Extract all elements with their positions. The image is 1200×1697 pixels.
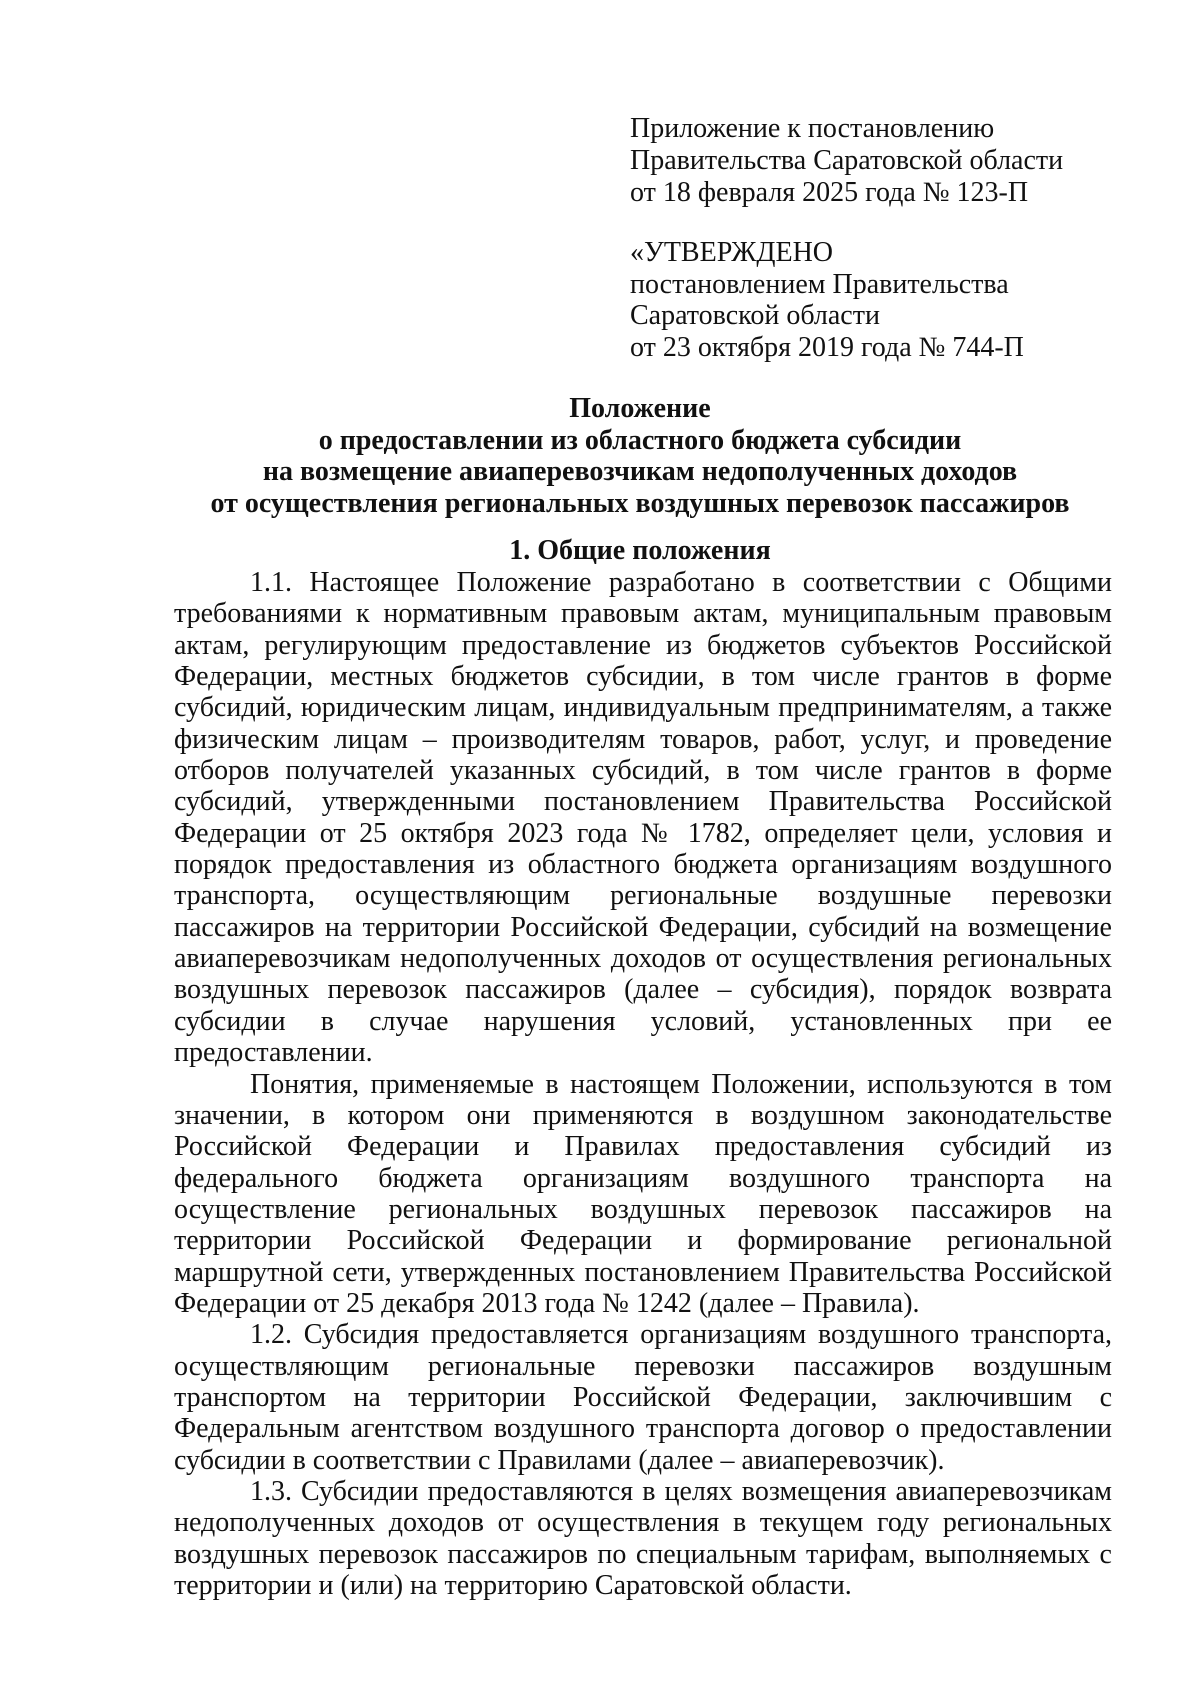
section-body (174, 567, 1112, 1601)
annex-line-2: Правительства Саратовской области (630, 145, 1064, 176)
title-line-1: Положение (569, 393, 711, 424)
approved-line-4: от 23 октября 2019 года № 744-П (630, 331, 1024, 363)
title-line-3: на возмещение авиаперевозчикам недополученных доходов (262, 456, 1018, 487)
section-heading: 1. Общие положения (509, 535, 771, 566)
paragraph-definitions: Понятия, применяемые в настоящем Положении, используются в том значении, в котором они применяются в воздушном законодательстве Российской Федерации и Правилах предоставления субсидий из федерального бюджета организациям воздушного транспорта на осуществление региональных воздушных перевозок пассажиров на территории Российской Федерации и формирование региональной маршрутной сети, утвержденных постановлением Правительства Российской Федерации от 25 декабря 2013 года № 1242 (далее – Правила). (174, 1068, 1112, 1319)
approved-line-2: постановлением Правительства (630, 268, 1009, 300)
approved-line-3: Саратовской области (630, 300, 880, 331)
paragraph-1-2: 1.2. Субсидия предоставляется организациям воздушного транспорта, осуществляющим региональные перевозки пассажиров воздушным транспортом на территории Российской Федерации, заключившим с Федеральным агентством воздушного транспорта договор о предоставлении субсидии в соответствии с Правилами (далее – авиаперевозчик). (174, 1319, 1112, 1476)
annex-line-3: от 18 февраля 2025 года № 123-П (630, 177, 1029, 208)
paragraph-1-1: 1.1. Настоящее Положение разработано в соответствии с Общими требованиями к нормативным правовым актам, муниципальным правовым актам, регулирующим предоставление из бюджетов субъектов Российской Федерации, местных бюджетов субсидии, в том числе грантов в форме субсидий, юридическим лицам, индивидуальным предпринимателям, а также физическим лицам – производителям товаров, работ, услуг, и проведение отборов получателей указанных субсидий, в том числе грантов в форме субсидий, утвержденными постановлением Правительства Российской Федерации от 25 октября 2023 года № 1782, определяет цели, условия и порядок предоставления из областного бюджета организациям воздушного транспорта, осуществляющим региональные воздушные перевозки пассажиров на территории Российской Федерации, субсидий на возмещение авиаперевозчикам недополученных доходов от осуществления региональных воздушных перевозок пассажиров (далее – субсидия), порядок возврата субсидии в случае нарушения условий, установленных при ее предоставлении. (174, 567, 1112, 1069)
approved-line-1: «УТВЕРЖДЕНО (630, 237, 834, 268)
annex-line-1: Приложение к постановлению (630, 113, 995, 144)
document-title (150, 393, 1130, 519)
annex-reference-block (630, 113, 1100, 209)
paragraph-1-3: 1.3. Субсидии предоставляются в целях возмещения авиаперевозчикам недополученных доходов от осуществления в текущем году региональных воздушных перевозок пассажиров по специальным тарифам, выполняемых с территории и (или) на территорию Саратовской области. (174, 1475, 1112, 1601)
title-line-4: от осуществления региональных воздушных перевозок пассажиров (210, 487, 1070, 519)
approval-stamp-block (630, 237, 1100, 363)
title-line-2: о предоставлении из областного бюджета субсидии (318, 424, 962, 456)
